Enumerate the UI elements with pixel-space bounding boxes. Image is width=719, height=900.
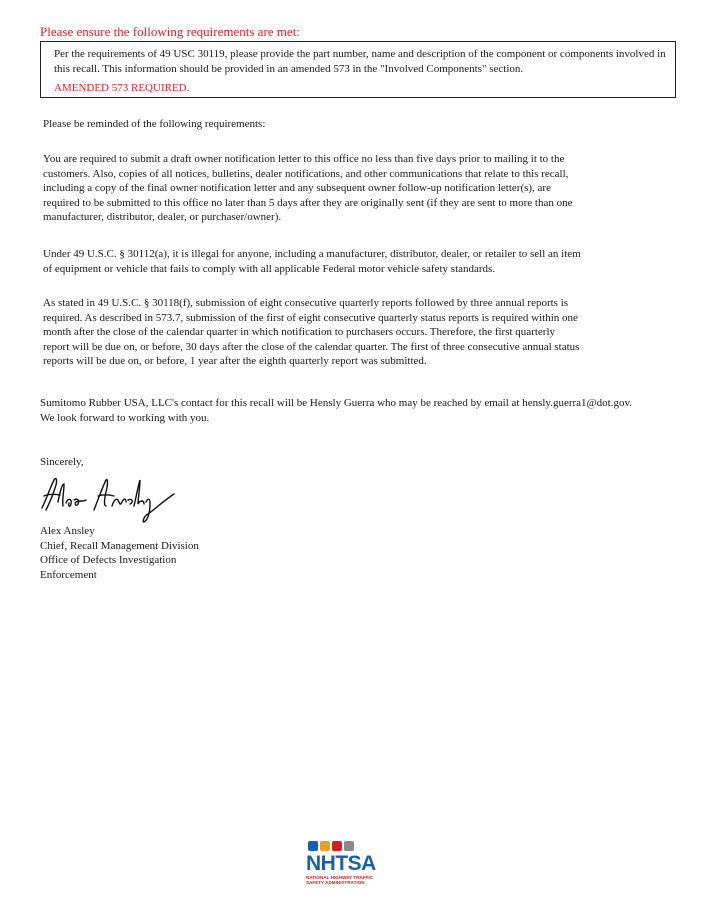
signer-block (40, 524, 199, 582)
paragraph-quarterly-reports: As stated in 49 U.S.C. § 30118(f), submission of eight consecutive quarterly reports followed by three annual reports is required. As described in 573.7, submission of the first of eight consecutive quarterly status reports is required within one month after the close of the calendar quarter in which notification to purchasers occurs. Therefore, the first quarterly report will be due on, or before, 30 days after the close of the calendar quarter. The first of three consecutive annual status reports will be due on, or before, 1 year after the eighth quarterly report was submitted. (43, 297, 580, 367)
signer-title: Chief, Recall Management Division (40, 539, 199, 552)
star-rating-icon (344, 841, 354, 851)
paragraph-contact: Sumitomo Rubber USA, LLC's contact for this recall will be Hensly Guerra who may be reached by email at hensly.guerra1@dot.gov. We look forward to working with you. (40, 397, 633, 424)
signer-office: Office of Defects Investigation (40, 554, 177, 566)
requirements-heading: Please ensure the following requirements are met: (40, 24, 300, 39)
signer-department: Enforcement (40, 568, 97, 581)
logo-icon-row (308, 841, 392, 851)
car-icon (308, 841, 318, 851)
handwritten-signature (38, 470, 188, 525)
salutation: Sincerely, (40, 456, 84, 468)
logo-wordmark: NHTSA (306, 852, 376, 875)
pedestrian-icon (332, 841, 342, 851)
child-seat-icon (320, 841, 330, 851)
paragraph-illegal-sale: Under 49 U.S.C. § 30112(a), it is illegal for anyone, including a manufacturer, distributor, dealer, or retailer to sell an item of equipment or vehicle that fails to comply with all applicable Federal motor vehicle safety standards. (43, 248, 581, 275)
signer-name: Alex Ansley (40, 525, 95, 537)
amended-573-warning: AMENDED 573 REQUIRED. (54, 82, 190, 94)
paragraph-owner-notification: You are required to submit a draft owner notification letter to this office no less than five days prior to mailing it to the customers. Also, copies of all notices, bulletins, dealer notifications, and other communications that relate to this recall, including a copy of the final owner notification letter and any subsequent owner follow-up notification letter(s), are required to be submitted to this office no later than 5 days after they are originally sent (if they are sent to more than one manufacturer, distributor, dealer, or purchaser/owner). (43, 153, 573, 223)
requirements-text: Per the requirements of 49 USC 30119, please provide the part number, name and description of the component or components involved in this recall. This information should be provided in an amended 573 in the "Involved Components" section. (54, 48, 666, 75)
reminder-line: Please be reminded of the following requirements: (43, 118, 266, 130)
requirements-box (40, 41, 676, 98)
nhtsa-logo (306, 841, 392, 895)
logo-subtitle: NATIONAL HIGHWAY TRAFFIC SAFETY ADMINISTRATION (306, 875, 373, 886)
